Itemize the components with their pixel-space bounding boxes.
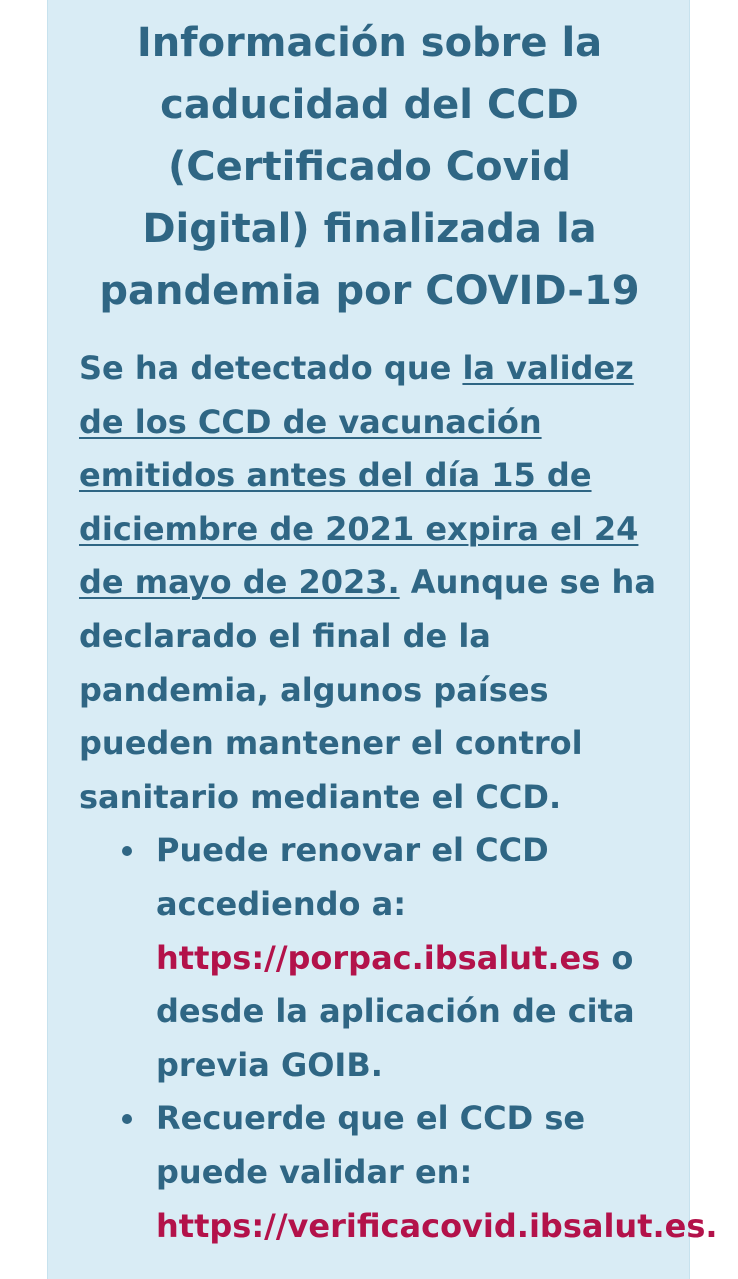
notice-title: Información sobre la caducidad del CCD (Certificado Covid Digital) finalizada la pandemia por COVID-19 [99,20,640,314]
intro-prefix: Se ha detectado que [79,349,463,387]
porpac-link[interactable]: https://porpac.ibsalut.es [156,938,601,977]
renew-text: Puede renovar el CCD accediendo a: [156,831,549,923]
notice-body [79,342,718,1253]
info-list [79,824,718,1253]
validate-text: Recuerde que el CCD se puede validar en: [156,1099,586,1191]
covid-certificate-notice [47,0,718,1279]
intro-suffix: Aunque se ha declarado el final de la pandemia, algunos países pueden mantener el control sanitario mediante el CCD. [79,563,656,816]
validity-statement: la validez de los CCD de vacunación emitidos antes del día 15 de diciembre de 2021 expira el 24 de mayo de 2023. [79,349,639,602]
verificacovid-link[interactable]: https://verificacovid.ibsalut.es. [156,1206,718,1245]
bullet-icon [122,1114,132,1124]
list-item-renew [156,824,679,1092]
list-item-validate [156,1092,718,1253]
renew-text-after: o desde la aplicación de cita previa GOIB. [156,938,635,1084]
bullet-icon [122,846,132,856]
intro-paragraph [79,342,679,824]
